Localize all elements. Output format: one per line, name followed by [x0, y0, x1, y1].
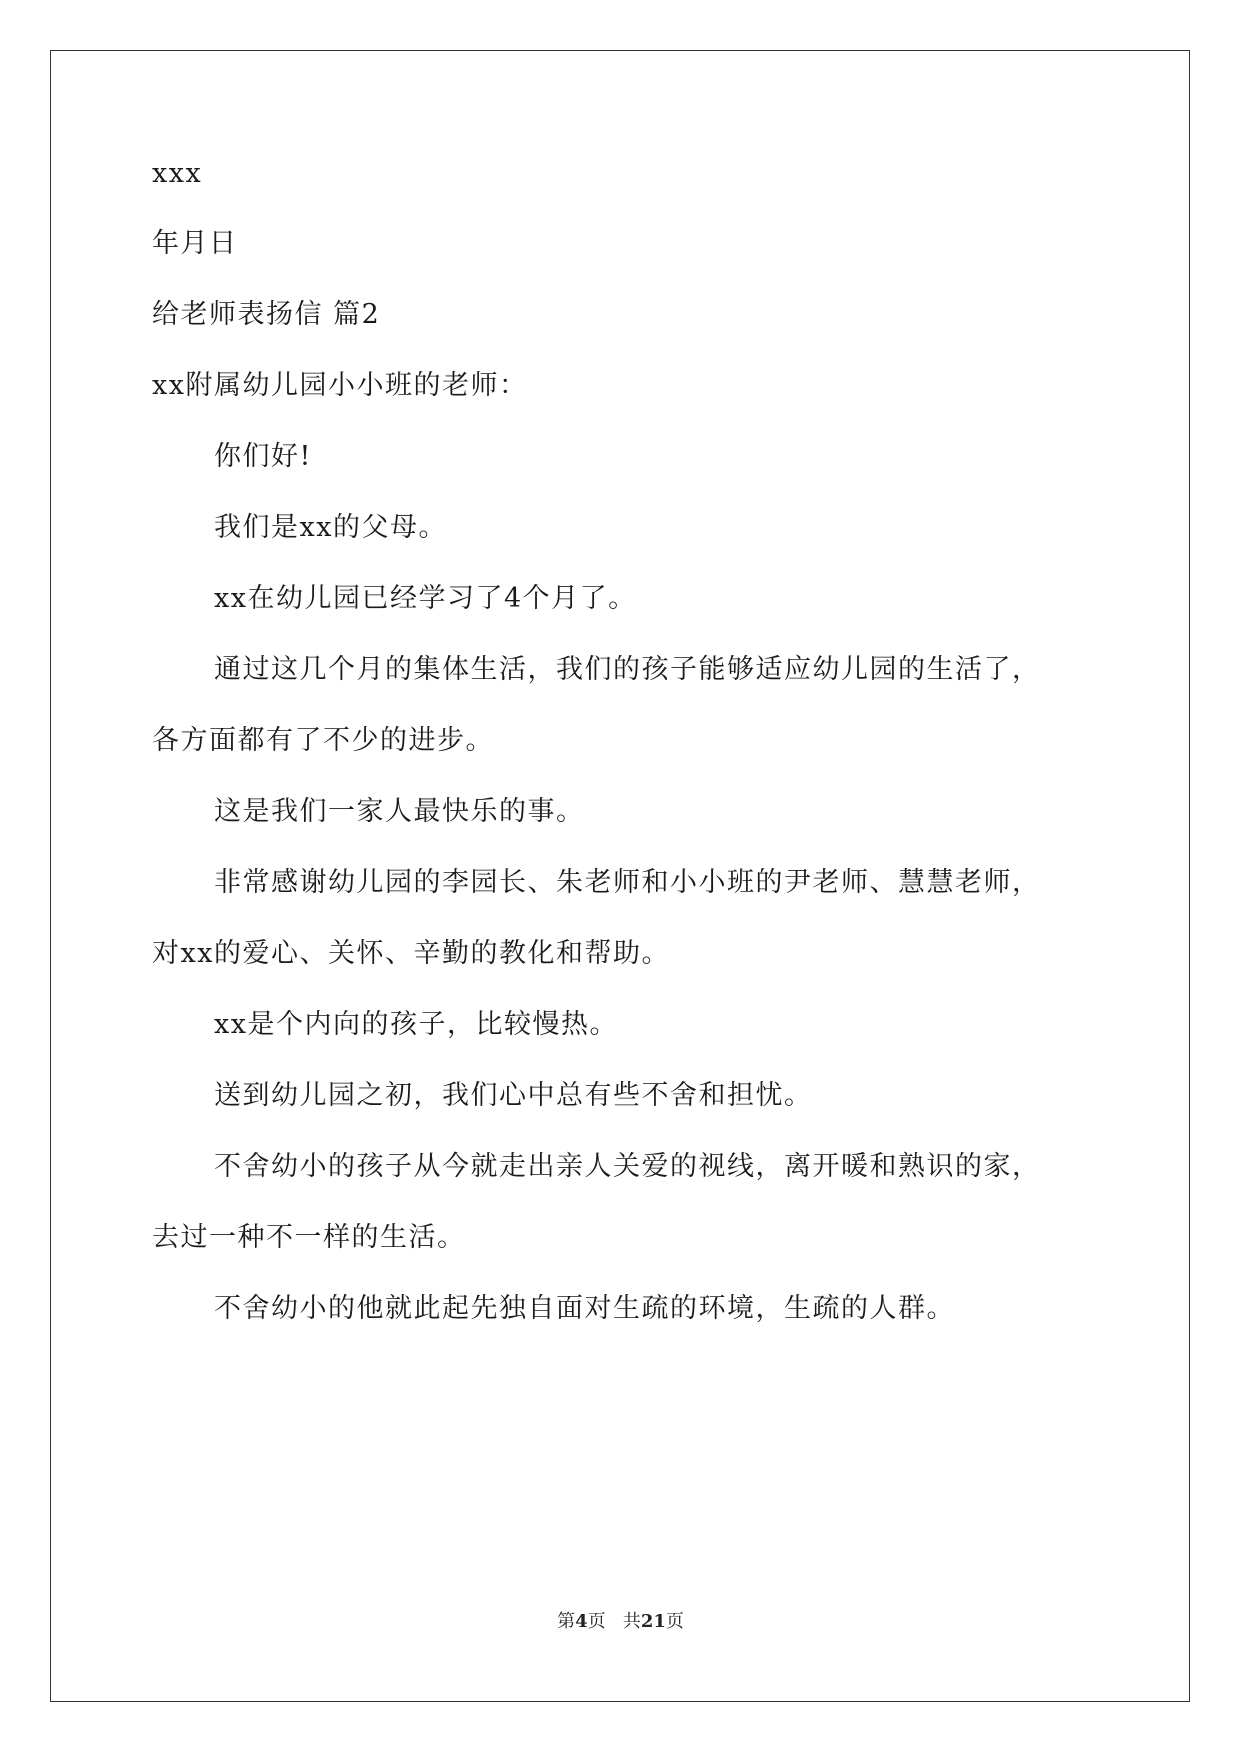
- paragraph-continuation: 去过一种不一样的生活。: [152, 1222, 466, 1253]
- paragraph-continuation: 对xx的爱心、关怀、辛勤的教化和帮助。: [152, 938, 670, 969]
- footer-total-suffix: 页: [665, 1611, 684, 1632]
- footer-page-suffix: 页: [587, 1611, 606, 1632]
- section-heading: 给老师表扬信 篇2: [152, 299, 381, 330]
- paragraph: 送到幼儿园之初，我们心中总有些不舍和担忧。: [214, 1080, 813, 1111]
- paragraph: 这是我们一家人最快乐的事。: [214, 796, 585, 827]
- page-footer: [0, 1611, 1241, 1633]
- paragraph-continuation: 各方面都有了不少的进步。: [152, 725, 494, 756]
- footer-total-prefix: 共: [622, 1611, 641, 1632]
- footer-prefix: 第: [557, 1611, 576, 1632]
- paragraph: 不舍幼小的孩子从今就走出亲人关爱的视线，离开暖和熟识的家，: [214, 1151, 1041, 1182]
- paragraph: 通过这几个月的集体生活，我们的孩子能够适应幼儿园的生活了，: [214, 654, 1041, 685]
- date-line: 年月日: [152, 228, 238, 259]
- page-number: 4: [575, 1611, 588, 1632]
- total-pages: 21: [640, 1611, 666, 1632]
- greeting: 你们好!: [214, 441, 312, 472]
- paragraph: xx在幼儿园已经学习了4个月了。: [214, 583, 637, 614]
- paragraph: xx是个内向的孩子，比较慢热。: [214, 1009, 618, 1040]
- paragraph: 非常感谢幼儿园的李园长、朱老师和小小班的尹老师、慧慧老师，: [214, 867, 1041, 898]
- paragraph: 不舍幼小的他就此起先独自面对生疏的环境，生疏的人群。: [214, 1293, 955, 1324]
- salutation: xx附属幼儿园小小班的老师：: [152, 370, 528, 401]
- signature-line: xxx: [152, 158, 203, 189]
- paragraph: 我们是xx的父母。: [214, 512, 447, 543]
